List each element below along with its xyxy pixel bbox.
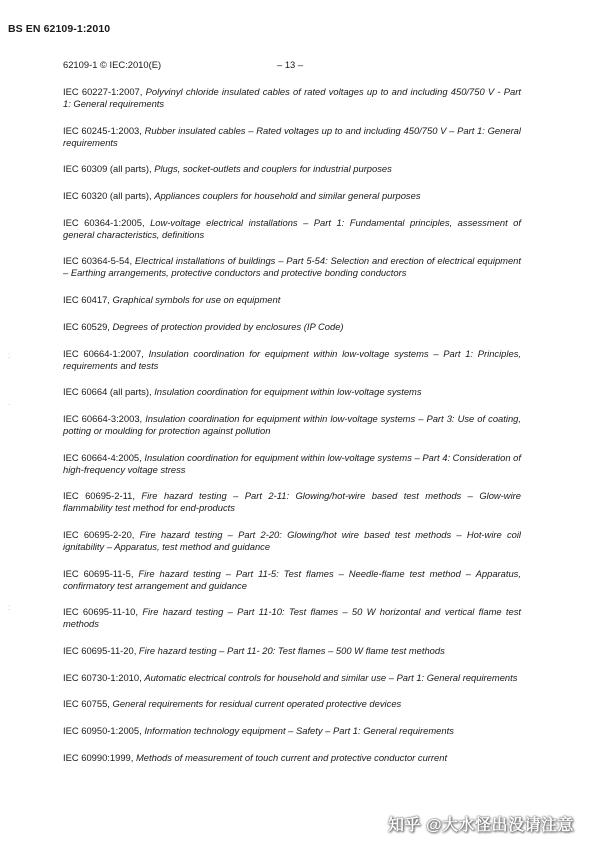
reference-item [63, 645, 521, 657]
reference-item [63, 217, 521, 241]
reference-code: IEC 60664-4:2005, [63, 451, 142, 463]
reference-code: IEC 60695-11-10, [63, 606, 139, 618]
watermark: 知乎 @大水怪出没请注意 [388, 817, 575, 834]
margin-mark: : [8, 603, 11, 612]
reference-title: Polyvinyl chloride insulated cables of rated voltages up to and including 450/750 V - Part 1: General requirements [63, 86, 521, 109]
reference-code: IEC 60320 (all parts), [63, 190, 152, 202]
reference-code: IEC 60755, [63, 698, 110, 710]
reference-item [63, 606, 521, 630]
reference-title: Degrees of protection provided by enclosures (IP Code) [112, 320, 344, 332]
reference-code: IEC 60990:1999, [63, 751, 134, 763]
reference-code: IEC 60664-1:2007, [63, 347, 144, 359]
reference-code: IEC 60364-5-54, [63, 255, 133, 267]
reference-item [63, 190, 521, 202]
page-number: – 13 – [277, 59, 304, 70]
normative-references-list [63, 86, 521, 778]
reference-code: IEC 60730-1:2010, [63, 671, 142, 683]
reference-title: Insulation coordination for equipment within low-voltage systems – Part 4: Consideration of high-frequency voltage stress [63, 451, 521, 475]
reference-item [63, 752, 521, 764]
reference-title: Fire hazard testing – Part 2-20: Glowing/hot wire based test methods – Hot-wire coil ignitability – Apparatus, test method and guidance [63, 528, 522, 552]
reference-code: IEC 60695-2-11, [63, 490, 135, 502]
reference-title: Rubber insulated cables – Rated voltages up to and including 450/750 V – Part 1: General requirements [63, 124, 521, 148]
reference-code: IEC 60695-11-20, [63, 645, 137, 656]
reference-title: Automatic electrical controls for household and similar use – Part 1: General requirements [144, 671, 518, 683]
reference-code: IEC 60950-1:2005, [63, 725, 142, 737]
reference-code: IEC 60664 (all parts), [63, 386, 152, 398]
reference-title: Insulation coordination for equipment within low-voltage systems [154, 386, 422, 398]
reference-item [63, 413, 521, 437]
reference-item [63, 698, 521, 710]
document-header: BS EN 62109-1:2010 [8, 23, 111, 35]
reference-item [63, 255, 521, 279]
reference-code: IEC 60529, [63, 320, 110, 332]
reference-title: Electrical installations of buildings – Part 5-54: Selection and erection of electrical equipment – Earthing arrangements, protective conductors and protective bonding conductors [63, 255, 522, 279]
reference-title: Information technology equipment – Safety – Part 1: General requirements [144, 725, 454, 737]
reference-item [63, 294, 521, 306]
reference-item [63, 672, 521, 684]
reference-title: Plugs, socket-outlets and couplers for industrial purposes [154, 163, 392, 175]
reference-title: Methods of measurement of touch current and protective conductor current [135, 751, 448, 763]
reference-code: IEC 60245-1:2003, [63, 124, 142, 136]
reference-item [63, 529, 521, 553]
reference-code: IEC 60309 (all parts), [63, 163, 152, 175]
reference-title: Low-voltage electrical installations – Part 1: Fundamental principles, assessment of general characteristics, definitions [63, 216, 521, 240]
page-header [63, 59, 523, 70]
reference-code: IEC 60364-1:2005, [63, 216, 145, 228]
reference-item [63, 321, 521, 333]
reference-code: IEC 60695-2-20, [63, 528, 135, 540]
reference-title: Fire hazard testing – Part 11-10: Test flames – 50 W horizontal and vertical flame test methods [63, 606, 522, 630]
reference-code: IEC 60664-3:2003, [63, 412, 143, 424]
reference-item [63, 163, 521, 175]
reference-title: Insulation coordination for equipment within low-voltage systems – Part 1: Principles, requirements and tests [63, 347, 521, 371]
reference-item [63, 386, 521, 398]
reference-item [63, 452, 521, 476]
reference-item [63, 86, 521, 110]
reference-title: General requirements for residual current operated protective devices [112, 698, 402, 710]
reference-item [63, 490, 521, 514]
reference-code: IEC 60227-1:2007, [63, 86, 143, 97]
reference-title: Appliances couplers for household and similar general purposes [154, 190, 421, 202]
reference-item [63, 725, 521, 737]
reference-title: Fire hazard testing – Part 11-5: Test flames – Needle-flame test method – Apparatus, confirmatory test arrangement and guidance [63, 567, 521, 591]
reference-item [63, 568, 521, 592]
margin-mark: · [8, 400, 11, 409]
reference-title: Fire hazard testing – Part 11- 20: Test flames – 500 W flame test methods [138, 645, 445, 656]
reference-title: Graphical symbols for use on equipment [112, 294, 281, 306]
margin-mark: : [8, 351, 11, 360]
reference-item [63, 125, 521, 149]
reference-code: IEC 60695-11-5, [63, 567, 134, 579]
page-header-standard: 62109-1 © IEC:2010(E) [63, 59, 162, 70]
reference-title: Fire hazard testing – Part 2-11: Glowing/hot-wire based test methods – Glow-wire flammability test method for end-products [63, 490, 521, 514]
reference-item [63, 348, 521, 372]
reference-code: IEC 60417, [63, 294, 110, 306]
reference-title: Insulation coordination for equipment within low-voltage systems – Part 3: Use of coating, potting or moulding for protection against pollution [63, 412, 521, 436]
